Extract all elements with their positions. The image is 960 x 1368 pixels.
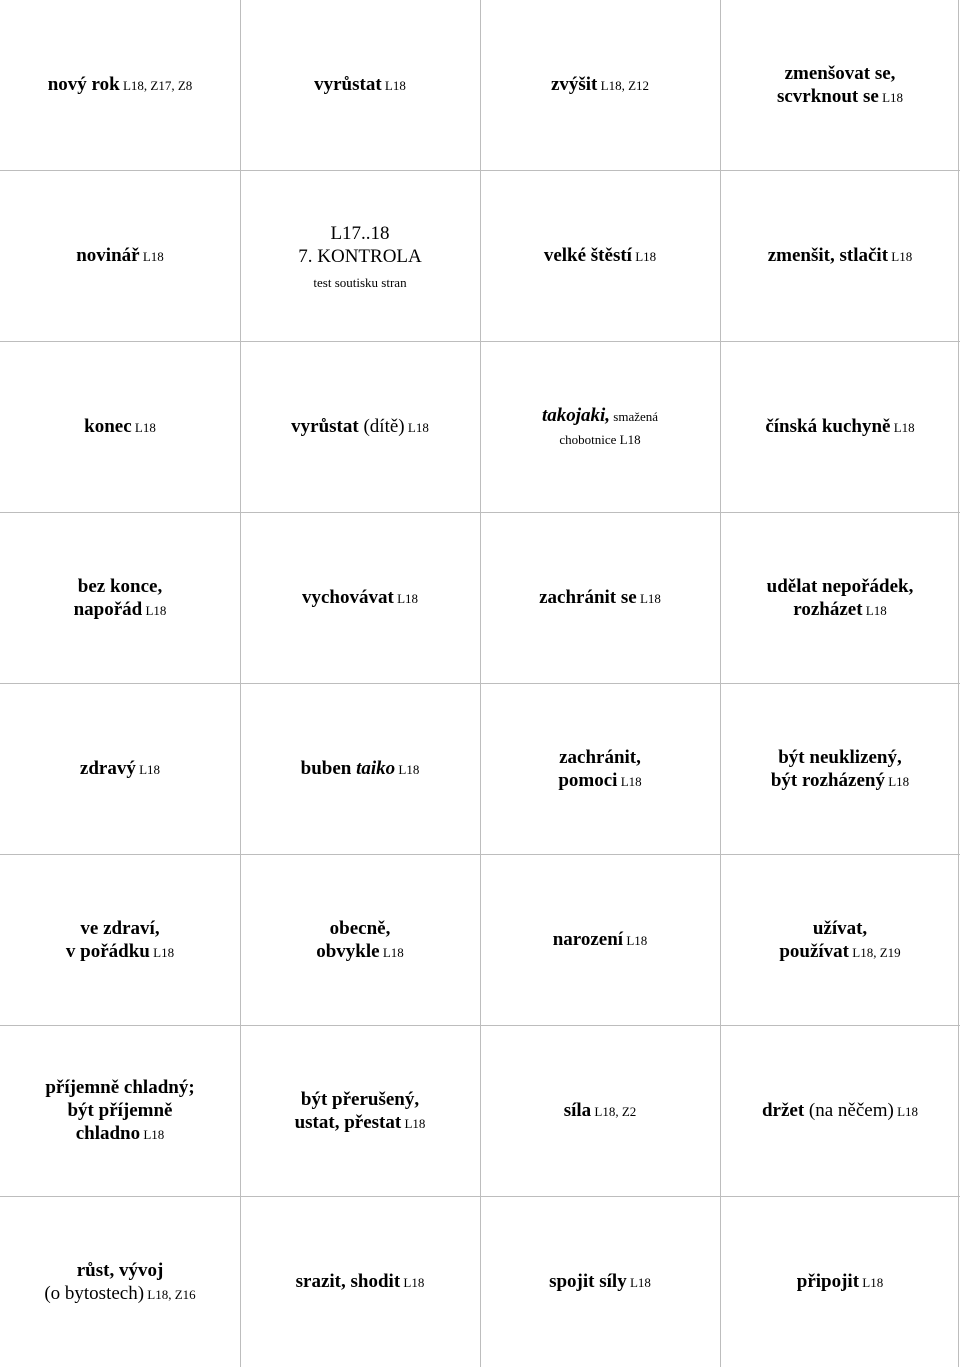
lesson-reference: smažená <box>610 408 659 424</box>
vocab-card <box>720 855 960 1026</box>
card-text: síla <box>563 1100 592 1122</box>
lesson-reference: L18 <box>890 420 915 436</box>
lesson-reference: L18 <box>631 249 657 265</box>
vocab-card <box>720 342 960 513</box>
card-text: vyrůstat <box>291 416 359 438</box>
card-text: (dítě) <box>358 416 405 438</box>
vocab-card <box>720 171 960 342</box>
card-line <box>797 1271 883 1294</box>
lesson-reference: L18 <box>893 1104 919 1120</box>
vocab-card <box>0 1197 240 1368</box>
lesson-reference: L18 <box>623 933 648 949</box>
lesson-reference: L18, Z17, Z8 <box>119 78 193 94</box>
card-line <box>765 416 914 439</box>
card-line <box>80 918 159 941</box>
card-text: (o bytostech) <box>44 1282 145 1304</box>
card-line <box>48 74 193 97</box>
vocab-card <box>480 855 720 1026</box>
vocab-card <box>0 171 240 342</box>
card-subtitle: test soutisku stran <box>313 274 407 290</box>
card-line <box>778 747 902 770</box>
card-text: ustat, přestat <box>294 1111 402 1133</box>
card-text: narození <box>552 929 624 951</box>
card-line <box>542 405 658 428</box>
card-line <box>551 74 649 97</box>
vocab-card <box>720 0 960 171</box>
card-line <box>302 587 418 610</box>
card-text: v pořádku <box>65 940 150 962</box>
card-line <box>76 245 164 268</box>
card-text: novinář <box>76 245 140 267</box>
vocab-card <box>240 342 480 513</box>
lesson-reference: L18 <box>379 944 404 960</box>
vocab-card <box>480 171 720 342</box>
lesson-reference: L18 <box>404 420 429 436</box>
lesson-reference: L18 <box>381 78 406 94</box>
card-line <box>785 63 896 86</box>
card-line <box>77 1260 164 1283</box>
card-line <box>67 1100 172 1123</box>
vocab-card <box>480 342 720 513</box>
card-text: ve zdraví, <box>80 917 160 939</box>
card-line <box>298 246 422 269</box>
card-line <box>78 576 162 599</box>
card-text: nový rok <box>47 74 120 96</box>
lesson-reference: L18 <box>131 420 156 436</box>
lesson-reference: L18 <box>393 591 419 607</box>
card-line <box>330 918 391 941</box>
vocab-card <box>480 513 720 684</box>
card-text: vychovávat <box>301 587 394 609</box>
card-line <box>301 1089 419 1112</box>
card-line <box>553 929 648 952</box>
lesson-reference: L18 <box>862 602 887 618</box>
vocab-card <box>0 0 240 171</box>
card-line <box>330 223 389 246</box>
vocab-card <box>240 1197 480 1368</box>
vocab-card <box>480 1026 720 1197</box>
lesson-reference: L18 <box>149 944 175 960</box>
card-text: příjemně chladný; <box>45 1077 195 1099</box>
card-line <box>793 599 887 622</box>
card-text: užívat, <box>812 917 868 939</box>
card-text: pomoci <box>558 769 618 791</box>
card-line <box>767 576 914 599</box>
card-line <box>544 245 656 268</box>
card-text: L17..18 <box>330 222 390 244</box>
card-text: konec <box>84 416 132 438</box>
card-text: srazit, shodit <box>295 1271 401 1293</box>
card-line <box>80 758 160 781</box>
vocab-card <box>0 855 240 1026</box>
vocab-card <box>480 0 720 171</box>
card-text: být příjemně <box>67 1100 173 1122</box>
card-line <box>74 599 167 622</box>
card-line <box>296 1271 425 1294</box>
vocab-card <box>240 684 480 855</box>
card-text: udělat nepořádek, <box>766 575 914 597</box>
vocab-card <box>0 1026 240 1197</box>
lesson-reference: L18, Z12 <box>597 78 650 94</box>
card-text: být neuklizený, <box>778 746 902 768</box>
lesson-reference: L18 <box>400 1275 425 1291</box>
lesson-reference: L18 <box>636 591 661 607</box>
card-text: růst, vývoj <box>76 1259 164 1281</box>
card-text: obvykle <box>316 940 380 962</box>
card-text: chladno <box>75 1122 141 1144</box>
card-line <box>558 770 641 793</box>
lesson-reference: L18, Z16 <box>144 1286 196 1302</box>
lesson-reference: L18, Z2 <box>591 1104 637 1120</box>
card-text: vyrůstat <box>314 74 382 96</box>
lesson-reference: L18 <box>401 1115 426 1131</box>
card-text: zdravý <box>79 758 136 780</box>
card-text: používat <box>779 940 850 962</box>
vocab-card <box>720 1026 960 1197</box>
card-text: být rozházený <box>770 769 885 791</box>
vocab-card <box>240 513 480 684</box>
card-line <box>777 86 903 109</box>
vocab-card <box>240 855 480 1026</box>
card-line <box>76 1123 165 1146</box>
card-text: velké štěstí <box>543 245 632 267</box>
card-text: držet <box>761 1100 805 1122</box>
card-line <box>559 428 640 451</box>
card-line <box>316 941 404 964</box>
card-text: bez konce, <box>77 575 163 597</box>
card-line <box>813 918 867 941</box>
card-text: obecně, <box>329 917 391 939</box>
card-text: připojit <box>796 1271 860 1293</box>
card-line <box>291 416 429 439</box>
card-text: zachránit se <box>539 587 637 609</box>
vocab-card <box>240 1026 480 1197</box>
card-text: být přerušený, <box>300 1088 420 1110</box>
card-line <box>549 1271 651 1294</box>
lesson-reference: L18 <box>140 1126 165 1142</box>
lesson-reference: L18 <box>888 249 913 265</box>
card-line <box>779 941 900 964</box>
lesson-reference: L18, Z19 <box>849 944 901 960</box>
card-text: čínská kuchyně <box>765 416 891 438</box>
vocab-card <box>0 684 240 855</box>
card-line <box>771 770 909 793</box>
vocab-card <box>720 513 960 684</box>
lesson-reference: L18 <box>395 762 420 778</box>
card-line <box>564 1100 637 1123</box>
vocab-card <box>720 1197 960 1368</box>
card-text: scvrknout se <box>776 85 879 107</box>
card-line <box>45 1077 194 1100</box>
lesson-reference: L18 <box>626 1275 651 1291</box>
vocab-card <box>480 1197 720 1368</box>
vocab-card <box>240 0 480 171</box>
lesson-reference: L18 <box>859 1275 884 1291</box>
card-text: zachránit, <box>559 746 641 768</box>
vocab-card <box>480 684 720 855</box>
card-text: 7. KONTROLA <box>298 245 422 267</box>
card-text: buben <box>300 758 357 780</box>
vocab-card <box>0 513 240 684</box>
vocab-card <box>0 342 240 513</box>
card-text: napořád <box>73 598 143 620</box>
card-text: rozházet <box>793 598 863 620</box>
card-text: takojaki, <box>541 404 611 426</box>
card-line <box>314 74 406 97</box>
vocab-card <box>240 171 480 342</box>
card-line <box>559 747 641 770</box>
lesson-reference: L18 <box>884 773 910 789</box>
card-line <box>539 587 661 610</box>
card-text: spojit síly <box>549 1271 627 1293</box>
card-text: zvýšit <box>550 74 598 96</box>
lesson-reference: chobotnice L18 <box>559 431 641 447</box>
card-line <box>66 941 174 964</box>
lesson-reference: L18 <box>139 249 164 265</box>
lesson-reference: L18 <box>142 602 167 618</box>
card-text: zmenšovat se, <box>784 62 896 84</box>
card-line <box>762 1100 918 1123</box>
lesson-reference: L18 <box>135 762 161 778</box>
vocab-card <box>720 684 960 855</box>
card-line <box>301 758 420 781</box>
card-line <box>84 416 156 439</box>
card-text: zmenšit, stlačit <box>767 245 889 267</box>
card-text: taiko <box>356 758 396 780</box>
card-line <box>295 1112 426 1135</box>
lesson-reference: L18 <box>617 773 642 789</box>
card-text: (na něčem) <box>804 1100 894 1122</box>
lesson-reference: L18 <box>878 89 904 105</box>
card-line <box>44 1283 195 1306</box>
card-line <box>768 245 913 268</box>
